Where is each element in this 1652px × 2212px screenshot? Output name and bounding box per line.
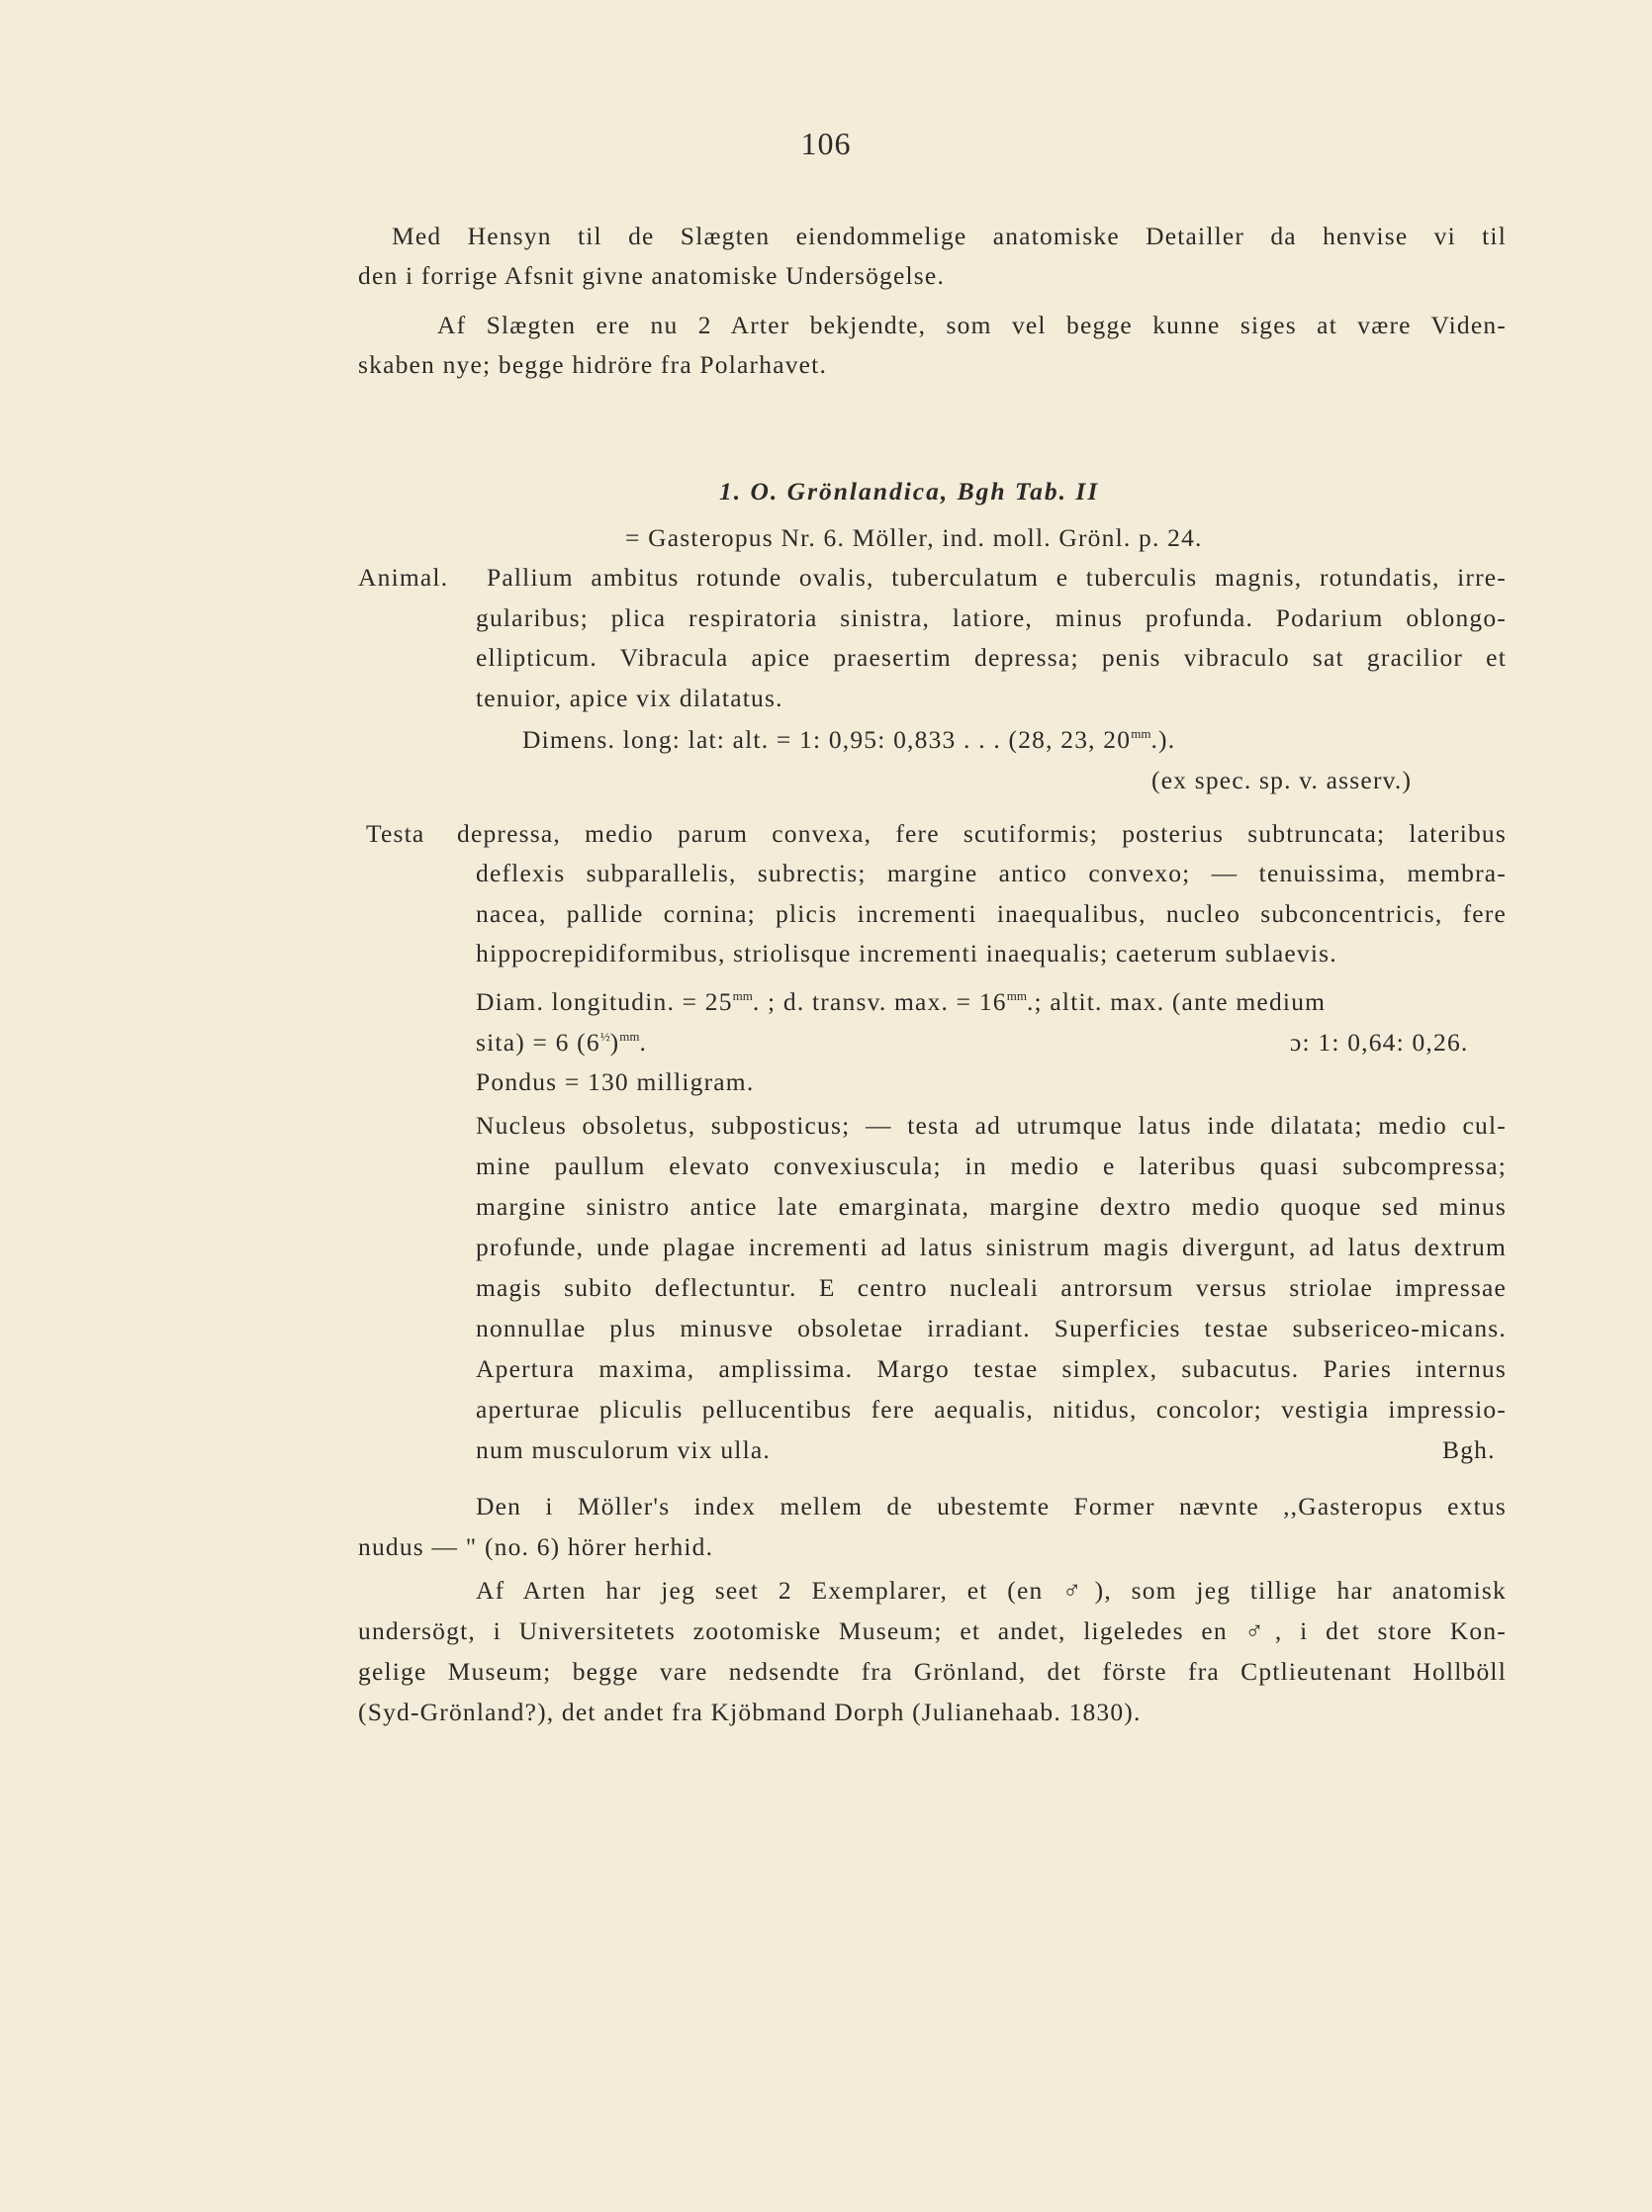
unit-mm-1: mm — [732, 988, 753, 1003]
intro-line-3: Af Slægten ere nu 2 Arter bekjendte, som vel begge kunne siges at være Viden- — [437, 311, 1507, 339]
nucleus-line-2: mine paullum elevato convexiuscula; in medio e lateribus quasi subcompressa; — [476, 1152, 1507, 1180]
nucleus-line-8: aperturae pliculis pellucentibus fere aequalis, nitidus, concolor; vestigia impressio- — [476, 1395, 1507, 1424]
nucleus-line-7: Apertura maxima, amplissima. Margo testae simplex, subacutus. Paries internus — [476, 1354, 1507, 1383]
sita-close: ) — [609, 1028, 620, 1057]
sita-end: . — [639, 1028, 648, 1057]
testa-diameter — [476, 985, 1326, 1019]
specimen-note: (ex spec. sp. v. asserv.) — [1151, 766, 1413, 794]
sita-fraction: ½ — [599, 1029, 610, 1044]
closing-line-5: gelige Museum; begge vare nedsendte fra Grönland, det förste fra Cptlieutenant Hollböll — [358, 1657, 1507, 1686]
nucleus-line-3: margine sinistro antice late emarginata, margine dextro medio quoque sed minus — [476, 1192, 1507, 1221]
dimensions-end: .). — [1150, 725, 1176, 754]
diameter-altit: .; altit. max. (ante medium — [1026, 987, 1327, 1016]
animal-line-1: Pallium ambitus rotunde ovalis, tuberculatum e tuberculis magnis, rotundatis, irre- — [487, 563, 1507, 592]
testa-pondus: Pondus = 130 milligram. — [476, 1067, 755, 1096]
testa-line-1: depressa, medio parum convexa, fere scutiformis; posterius subtruncata; lateribus — [457, 819, 1507, 848]
animal-line-2: gularibus; plica respiratoria sinistra, latiore, minus profunda. Podarium oblongo- — [476, 603, 1507, 632]
animal-line-4: tenuior, apice vix dilatatus. — [476, 684, 783, 712]
animal-label: Animal. — [358, 563, 449, 592]
diameter-transv: . ; d. transv. max. = 16 — [752, 987, 1007, 1016]
nucleus-line-1: Nucleus obsoletus, subposticus; — testa ad utrumque latus inde dilatata; medio cul- — [476, 1111, 1507, 1140]
testa-line-3: nacea, pallide cornina; plicis incrementi inaequalibus, nucleo subconcentricis, fere — [476, 899, 1507, 928]
testa-sita — [476, 1026, 647, 1060]
species-synonym: = Gasteropus Nr. 6. Möller, ind. moll. Grönl. p. 24. — [625, 523, 1203, 552]
intro-line-1: Med Hensyn til de Slægten eiendommelige anatomiske Detailler da henvise vi til — [392, 222, 1507, 250]
closing-line-3: Af Arten har jeg seet 2 Exemplarer, et (en ♂), som jeg tillige har anatomisk — [476, 1576, 1507, 1605]
nucleus-line-4: profunde, unde plagae incrementi ad latus sinistrum magis divergunt, ad latus dextrum — [476, 1233, 1507, 1261]
closing-line-6: (Syd-Grönland?), det andet fra Kjöbmand Dorph (Julianehaab. 1830). — [358, 1698, 1142, 1726]
nucleus-last-line: num musculorum vix ulla. — [476, 1435, 771, 1464]
closing-line-2: nudus — " (no. 6) hörer herhid. — [358, 1532, 714, 1561]
animal-line-3: ellipticum. Vibracula apice praesertim depressa; penis vibraculo sat gracilior et — [476, 643, 1507, 672]
closing-line-1: Den i Möller's index mellem de ubestemte Former nævnte ,,Gasteropus extus — [476, 1492, 1507, 1521]
sita-text: sita) = 6 (6 — [476, 1028, 600, 1057]
unit-mm-2: mm — [1006, 988, 1027, 1003]
closing-line-4: undersögt, i Universitetets zootomiske Museum; et andet, ligeledes en ♂, i det store Kon- — [358, 1616, 1507, 1645]
testa-ratio: ɔ: 1: 0,64: 0,26. — [1290, 1028, 1469, 1057]
page-number: 106 — [800, 126, 852, 161]
dimensions-unit: mm — [1131, 726, 1151, 741]
dimensions-text: Dimens. long: lat: alt. = 1: 0,95: 0,833 . . . (28, 23, 20 — [522, 725, 1132, 754]
intro-line-4: skaben nye; begge hidröre fra Polarhavet. — [358, 350, 828, 379]
intro-line-2: den i forrige Afsnit givne anatomiske Undersögelse. — [358, 261, 946, 290]
nucleus-line-6: nonnullae plus minusve obsoletae irradiant. Superficies testae subsericeo-micans. — [476, 1314, 1507, 1342]
testa-line-4: hippocrepidiformibus, striolisque incrementi inaequalis; caeterum sublaevis. — [476, 939, 1337, 968]
species-heading: 1. O. Grönlandica, Bgh Tab. II — [719, 477, 1100, 506]
diameter-long: Diam. longitudin. = 25 — [476, 987, 733, 1016]
testa-label: Testa — [366, 819, 425, 848]
unit-mm-3: mm — [619, 1029, 640, 1044]
testa-line-2: deflexis subparallelis, subrectis; margine antico convexo; — tenuissima, membra- — [476, 859, 1507, 887]
animal-dimensions — [522, 723, 1175, 757]
nucleus-line-5: magis subito deflectuntur. E centro nucleali antrorsum versus striolae impressae — [476, 1273, 1507, 1302]
author-abbreviation: Bgh. — [1442, 1435, 1496, 1464]
